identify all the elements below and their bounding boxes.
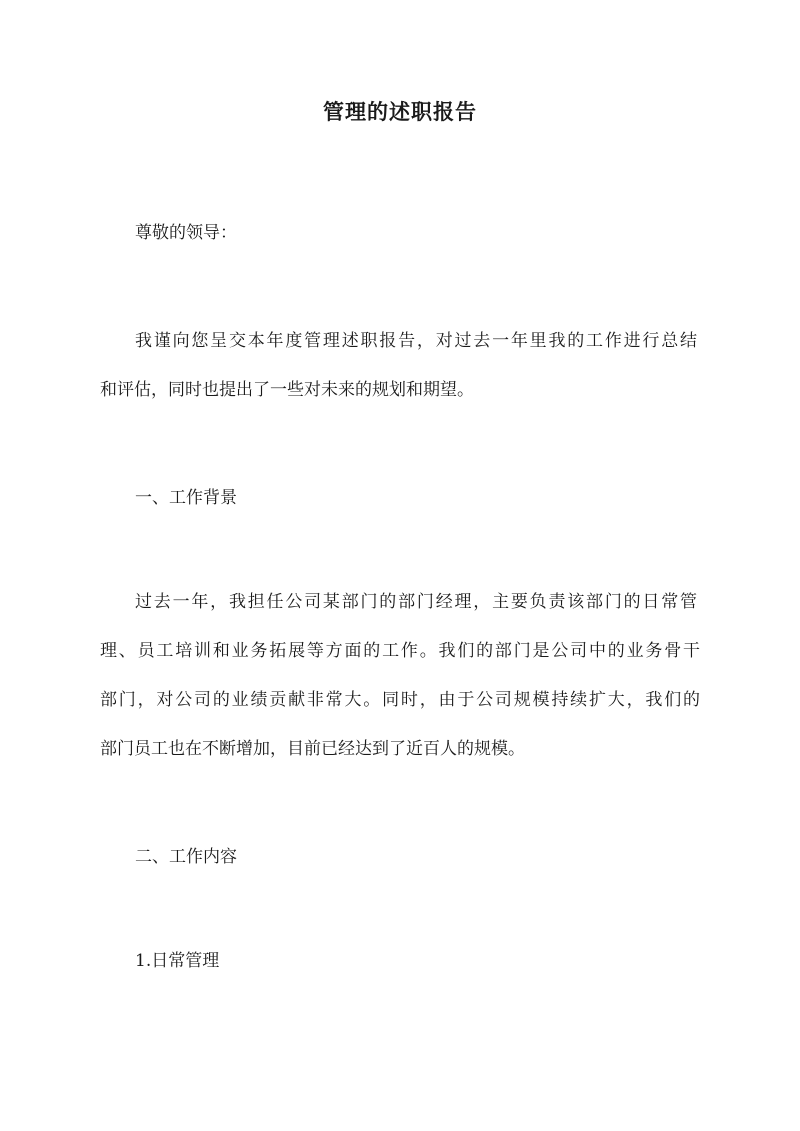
background-line-2: 理、员工培训和业务拓展等方面的工作。我们的部门是公司中的业务骨干 <box>100 641 700 661</box>
salutation: 尊敬的领导： <box>135 223 237 243</box>
background-line-1: 过去一年，我担任公司某部门的部门经理，主要负责该部门的日常管 <box>135 592 697 612</box>
section-heading-content: 二、工作内容 <box>135 847 237 867</box>
section-heading-background: 一、工作背景 <box>135 488 237 508</box>
background-line-3: 部门，对公司的业绩贡献非常大。同时，由于公司规模持续扩大，我们的 <box>100 690 700 710</box>
document-title: 管理的述职报告 <box>323 99 477 124</box>
intro-line-1: 我谨向您呈交本年度管理述职报告，对过去一年里我的工作进行总结 <box>135 331 697 351</box>
subsection-daily-management: 1.日常管理 <box>135 951 220 971</box>
background-line-4: 部门员工也在不断增加，目前已经达到了近百人的规模。 <box>100 739 525 759</box>
intro-line-2: 和评估，同时也提出了一些对未来的规划和期望。 <box>100 380 474 400</box>
